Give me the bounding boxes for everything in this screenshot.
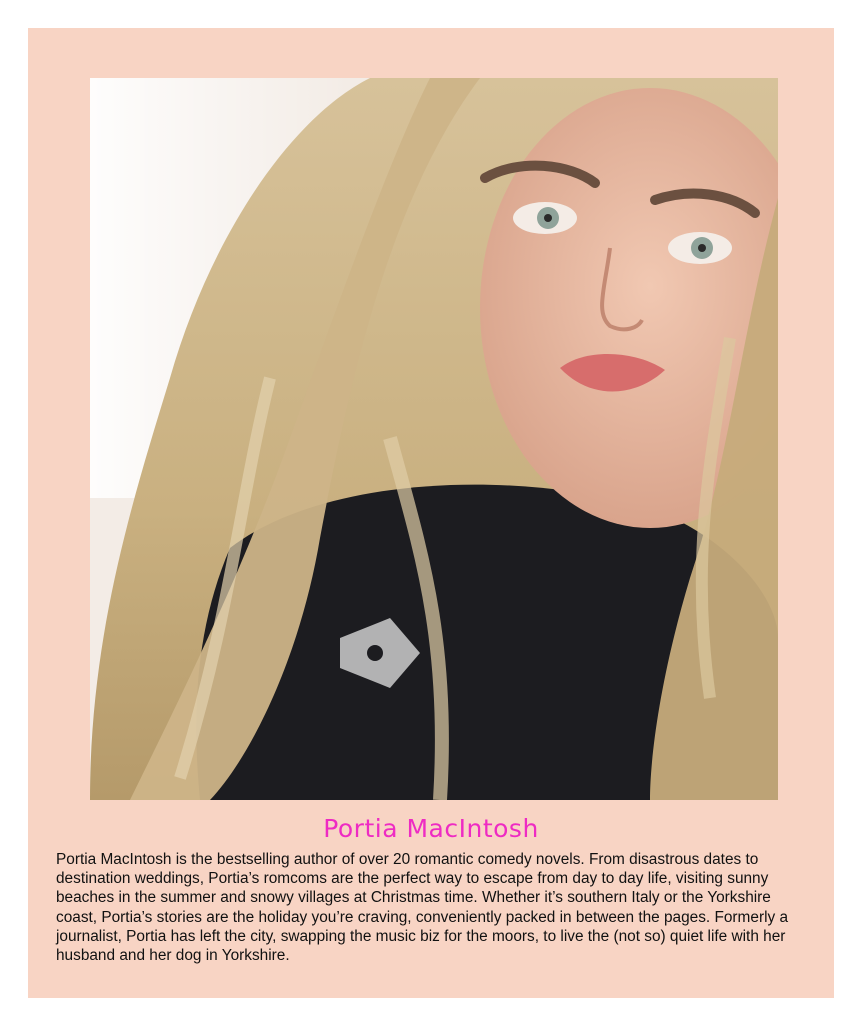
author-name: Portia MacIntosh <box>323 814 539 843</box>
author-card <box>28 28 834 998</box>
author-photo <box>90 78 778 800</box>
author-portrait-image <box>90 78 778 800</box>
author-bio: Portia MacIntosh is the bestselling author of over 20 romantic comedy novels. From disastrous dates to destination weddings, Portia’s romcoms are the perfect way to escape from day to day life, visiting sunny beaches in the summer and snowy villages at Christmas time. Whether it’s southern Italy or the Yorkshire coast, Portia’s stories are the holiday you’re craving, conveniently packed in between the pages. Formerly a journalist, Portia has left the city, swapping the music biz for the moors, to live the (not so) quiet life with her husband and her dog in Yorkshire. <box>56 851 789 965</box>
